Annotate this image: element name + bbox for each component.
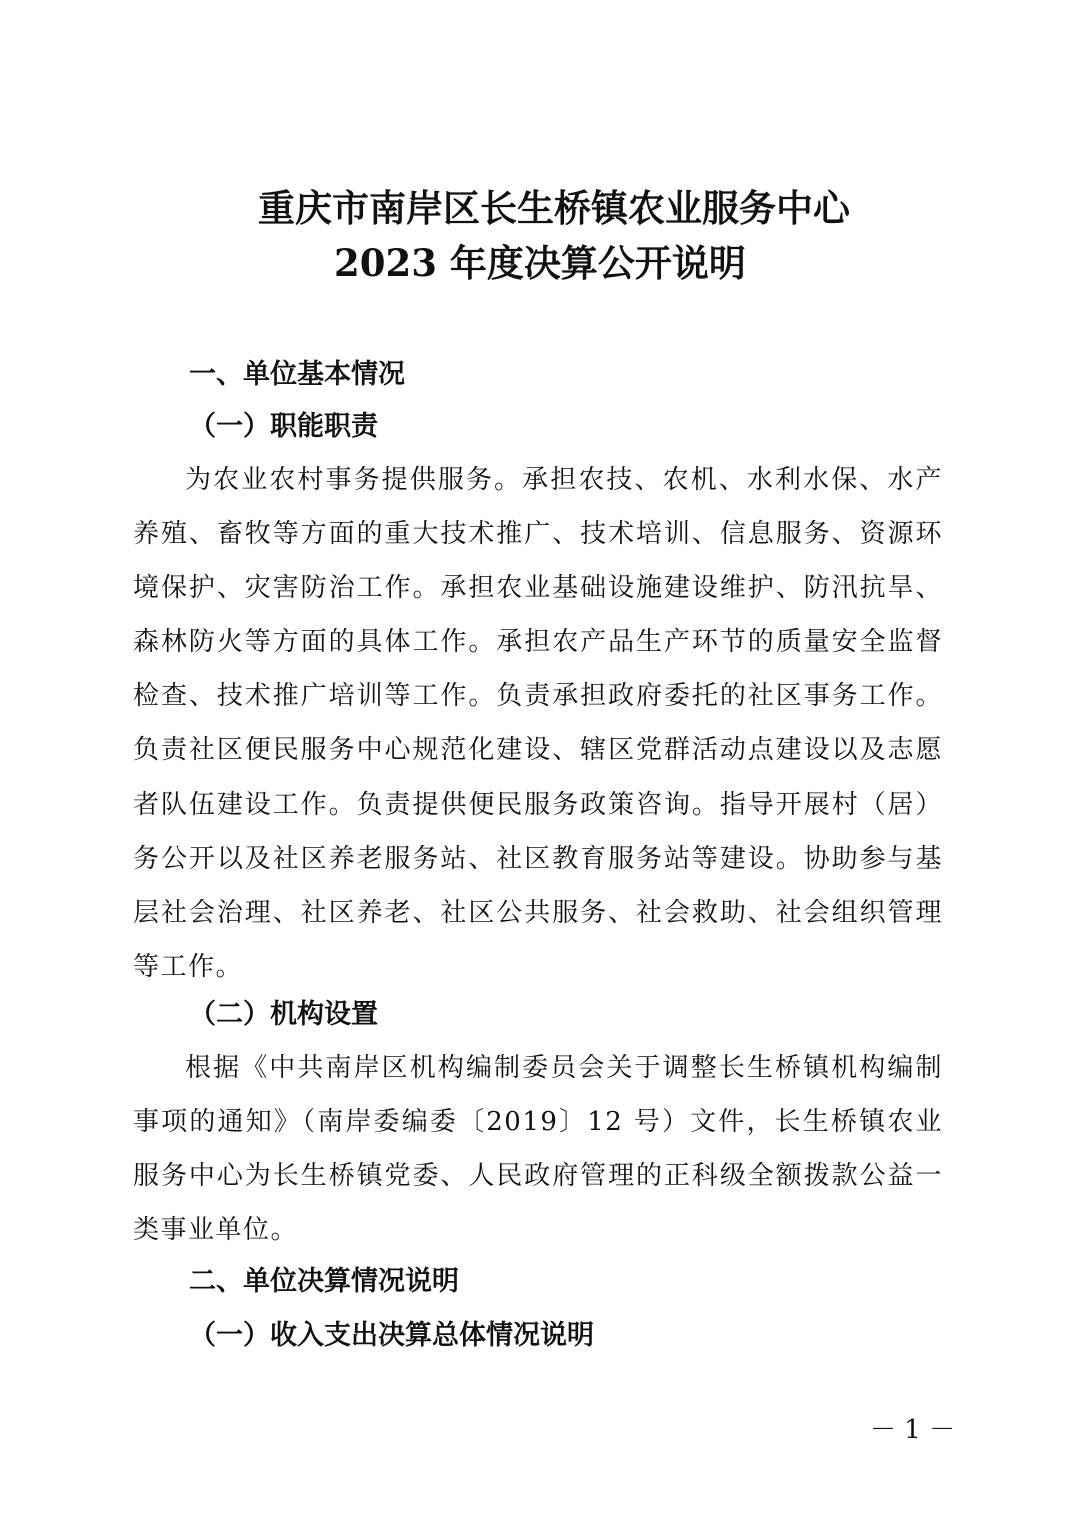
subsection-heading-functions: （一）职能职责 xyxy=(189,411,378,442)
organization-paragraph: 根据《中共南岸区机构编制委员会关于调整长生桥镇机构编制事项的通知》（南岸委编委〔2019〕12 号）文件，长生桥镇农业服务中心为长生桥镇党委、人民政府管理的正科级全额拨款公益一类事业单位。 xyxy=(133,1053,943,1246)
subsection-heading-organization: （二）机构设置 xyxy=(189,999,378,1030)
document-title-line-2: 2023 年度决算公开说明 xyxy=(334,241,746,285)
document-title-line-1: 重庆市南岸区长生桥镇农业服务中心 xyxy=(258,186,850,230)
section-heading-basic-info: 一、单位基本情况 xyxy=(189,359,405,390)
section-heading-final-accounts: 二、单位决算情况说明 xyxy=(189,1266,459,1297)
page-number: － 1 － xyxy=(870,1415,956,1445)
functions-paragraph: 为农业农村事务提供服务。承担农技、农机、水利水保、水产养殖、畜牧等方面的重大技术推广、技术培训、信息服务、资源环境保护、灾害防治工作。承担农业基础设施建设维护、防汛抗旱、森林防火等方面的具体工作。承担农产品生产环节的质量安全监督检查、技术推广培训等工作。负责承担政府委托的社区事务工作。负责社区便民服务中心规范化建设、辖区党群活动点建设以及志愿者队伍建设工作。负责提供便民服务政策咨询。指导开展村（居）务公开以及社区养老服务站、社区教育服务站等建设。协助参与基层社会治理、社区养老、社区公共服务、社会救助、社会组织管理等工作。 xyxy=(133,465,943,982)
subsection-heading-income-expenditure: （一）收入支出决算总体情况说明 xyxy=(189,1320,594,1351)
